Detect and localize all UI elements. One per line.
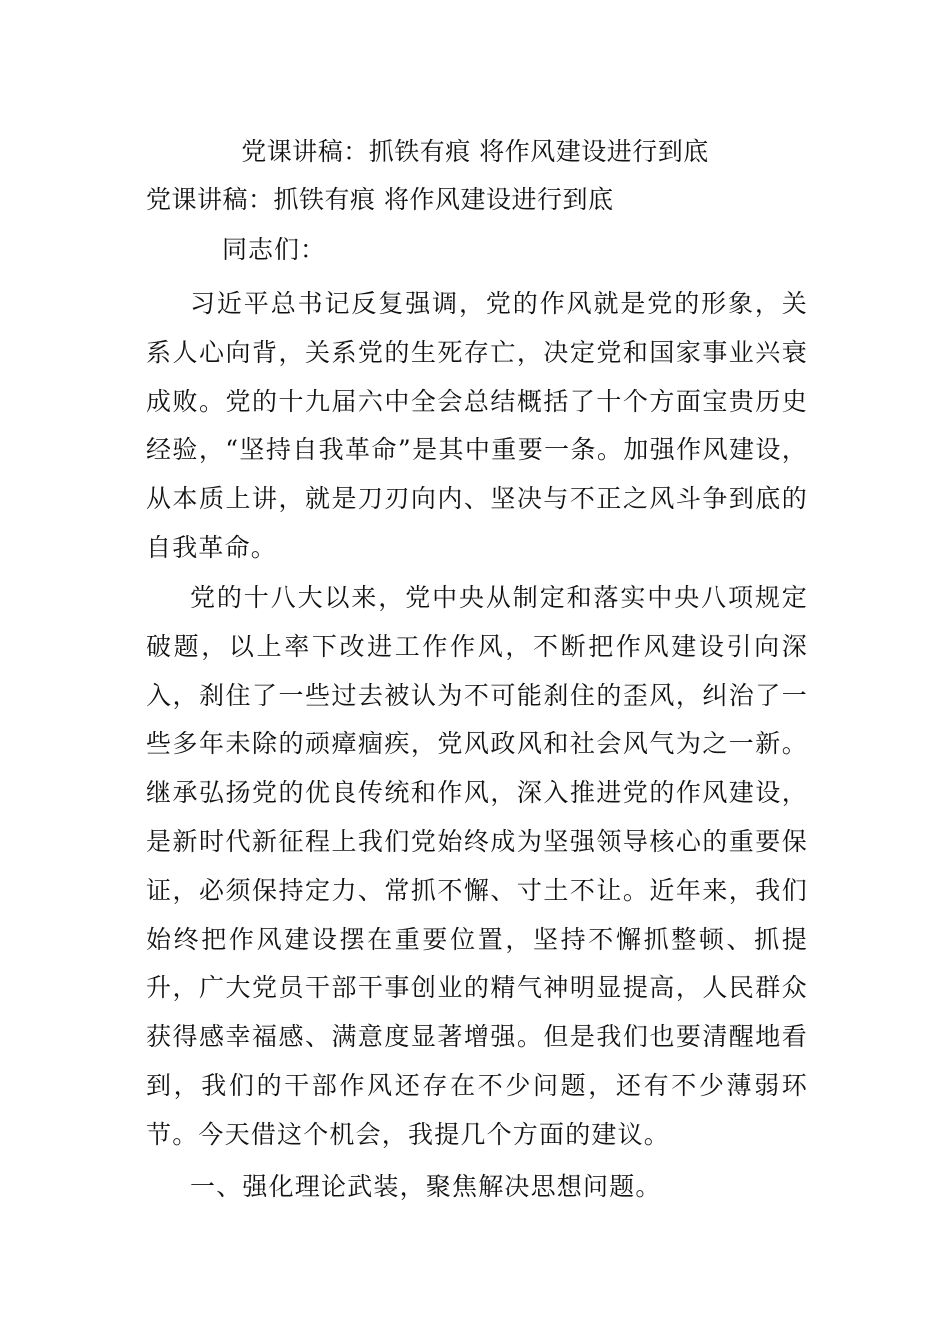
paragraph-1: 习近平总书记反复强调，党的作风就是党的形象，关系人心向背，关系党的生死存亡，决定党和国家事业兴衰成败。党的十九届六中全会总结概括了十个方面宝贵历史经验，“坚持自我革命”是其中重要一条。加强作风建设，从本质上讲，就是刀刃向内、坚决与不正之风斗争到底的自我革命。 [146, 289, 808, 562]
document-title: 党课讲稿：抓铁有痕 将作风建设进行到底 [146, 185, 614, 214]
page-header: 党课讲稿：抓铁有痕 将作风建设进行到底 [241, 137, 709, 166]
salutation: 同志们： [222, 235, 327, 264]
section-heading-1: 一、强化理论武装，聚焦解决思想问题。 [190, 1172, 662, 1201]
paragraph-2: 党的十八大以来，党中央从制定和落实中央八项规定破题，以上率下改进工作作风，不断把作风建设引向深入，刹住了一些过去被认为不可能刹住的歪风，纠治了一些多年未除的顽瘴痼疾，党风政风和社会风气为之一新。继承弘扬党的优良传统和作风，深入推进党的作风建设，是新时代新征程上我们党始终成为坚强领导核心的重要保证，必须保持定力、常抓不懈、寸土不让。近年来，我们始终把作风建设摆在重要位置，坚持不懈抓整顿、抓提升，广大党员干部干事创业的精气神明显提高，人民群众获得感幸福感、满意度显著增强。但是我们也要清醒地看到，我们的干部作风还存在不少问题，还有不少薄弱环节。今天借这个机会，我提几个方面的建议。 [146, 583, 808, 1149]
